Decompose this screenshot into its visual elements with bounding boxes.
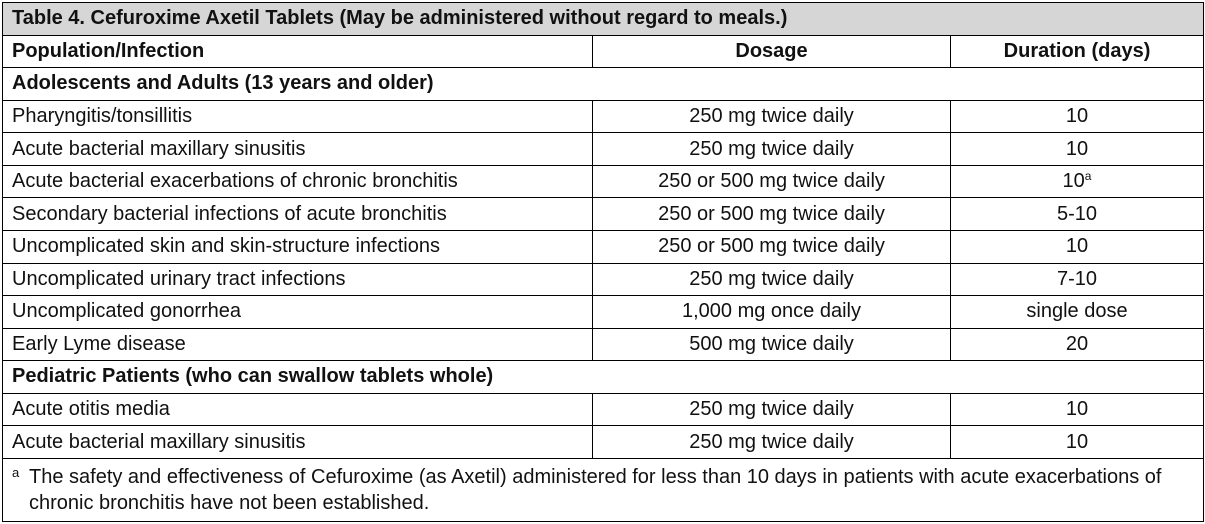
table-row: [3, 133, 1204, 166]
duration-value: 10: [1065, 137, 1089, 160]
infection-cell: Uncomplicated gonorrhea: [3, 296, 593, 329]
group-label: Pediatric Patients (who can swallow tablets whole): [3, 361, 1204, 394]
infection-cell: Uncomplicated skin and skin-structure infections: [3, 230, 593, 263]
dosage-table: [2, 2, 1204, 522]
footnote: [12, 464, 1194, 516]
dosage-cell: 500 mg twice daily: [593, 328, 951, 361]
duration-cell: [951, 296, 1204, 329]
header-population: Population/Infection: [3, 35, 593, 68]
duration-value: 20: [1065, 332, 1089, 355]
duration-cell: [951, 165, 1204, 198]
dosage-cell: 250 mg twice daily: [593, 393, 951, 426]
dosage-cell: 1,000 mg once daily: [593, 296, 951, 329]
header-duration: Duration (days): [951, 35, 1204, 68]
duration-cell: [951, 426, 1204, 459]
dosage-cell: 250 or 500 mg twice daily: [593, 230, 951, 263]
duration-value: single dose: [1026, 300, 1128, 323]
infection-cell: Acute bacterial maxillary sinusitis: [3, 426, 593, 459]
title-row: [3, 3, 1204, 36]
duration-cell: [951, 133, 1204, 166]
duration-value: 10: [1062, 170, 1085, 193]
duration-cell: [951, 328, 1204, 361]
table-row: [3, 393, 1204, 426]
group-row: [3, 68, 1204, 101]
duration-cell: [951, 198, 1204, 231]
table-row: [3, 165, 1204, 198]
infection-cell: Acute otitis media: [3, 393, 593, 426]
infection-cell: Pharyngitis/tonsillitis: [3, 100, 593, 133]
header-row: [3, 35, 1204, 68]
dosage-cell: 250 or 500 mg twice daily: [593, 198, 951, 231]
table-row: [3, 230, 1204, 263]
dosage-cell: 250 or 500 mg twice daily: [593, 165, 951, 198]
duration-value: 10: [1065, 235, 1089, 258]
infection-cell: Secondary bacterial infections of acute bronchitis: [3, 198, 593, 231]
footnote-text: The safety and effectiveness of Cefuroxime (as Axetil) administered for less than 10 days in patients with acute exacerbations of chronic bronchitis have not been established.: [29, 465, 1162, 514]
table-title: Table 4. Cefuroxime Axetil Tablets (May be administered without regard to meals.): [3, 3, 1204, 36]
table-row: [3, 198, 1204, 231]
duration-value: 10: [1065, 430, 1089, 453]
footnote-row: [3, 458, 1204, 521]
table-row: [3, 100, 1204, 133]
footnote-marker: a: [1084, 169, 1092, 184]
duration-cell: [951, 100, 1204, 133]
table-row: [3, 296, 1204, 329]
footnote-cell: [3, 458, 1204, 521]
duration-value: 10: [1065, 104, 1089, 127]
duration-cell: [951, 393, 1204, 426]
duration-value: 5-10: [1057, 202, 1098, 225]
table-row: [3, 263, 1204, 296]
dosage-cell: 250 mg twice daily: [593, 133, 951, 166]
group-row: [3, 361, 1204, 394]
dosage-cell: 250 mg twice daily: [593, 263, 951, 296]
header-dosage: Dosage: [593, 35, 951, 68]
table-row: [3, 328, 1204, 361]
table-row: [3, 426, 1204, 459]
group-label: Adolescents and Adults (13 years and older): [3, 68, 1204, 101]
dosage-cell: 250 mg twice daily: [593, 426, 951, 459]
footnote-marker: a: [12, 464, 20, 480]
dosage-cell: 250 mg twice daily: [593, 100, 951, 133]
infection-cell: Uncomplicated urinary tract infections: [3, 263, 593, 296]
infection-cell: Early Lyme disease: [3, 328, 593, 361]
duration-cell: [951, 263, 1204, 296]
duration-value: 10: [1065, 398, 1089, 421]
duration-cell: [951, 230, 1204, 263]
infection-cell: Acute bacterial exacerbations of chronic bronchitis: [3, 165, 593, 198]
duration-value: 7-10: [1057, 267, 1098, 290]
infection-cell: Acute bacterial maxillary sinusitis: [3, 133, 593, 166]
